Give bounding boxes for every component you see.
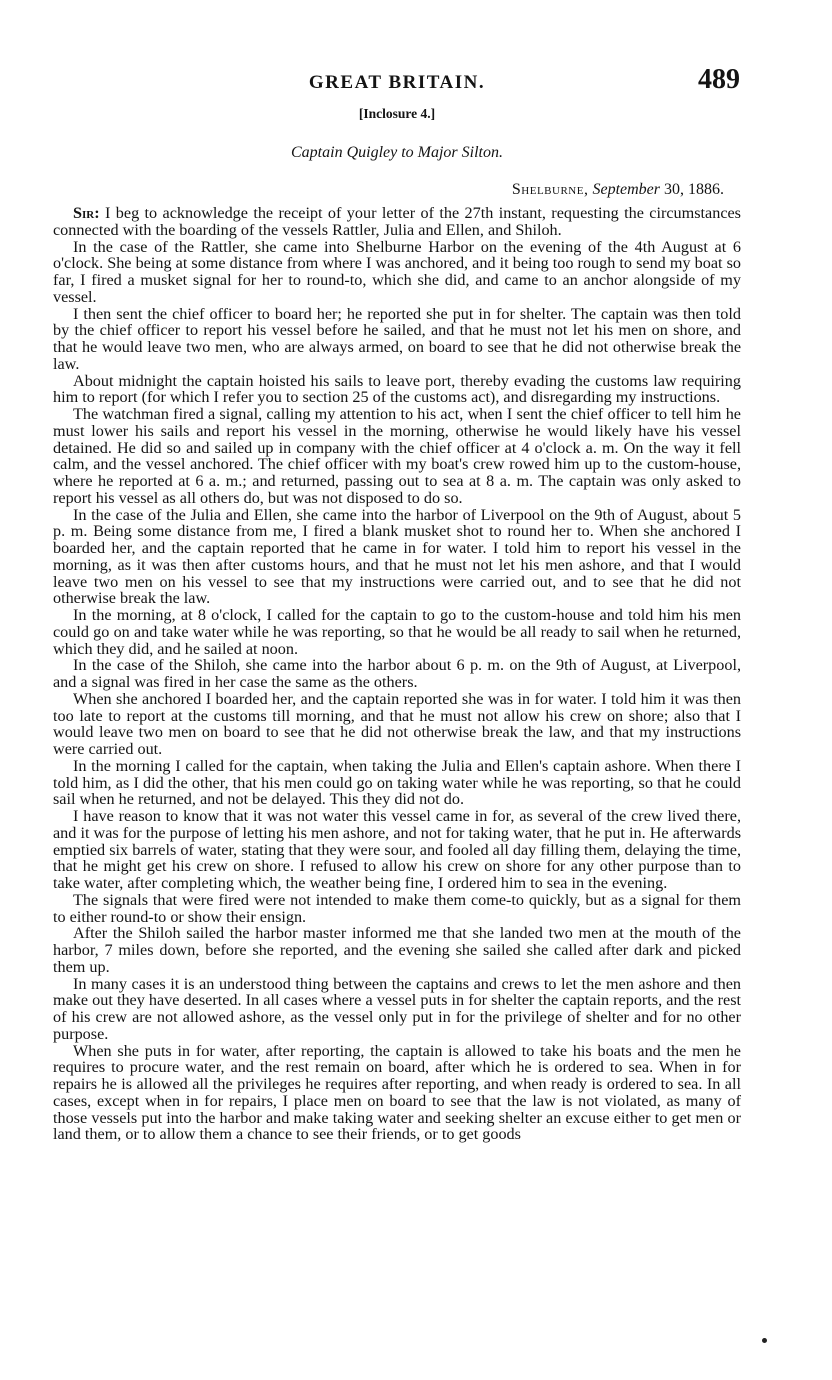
dateline: [512, 181, 724, 199]
paragraph: The signals that were fired were not intended to make them come-to quickly, but as a signal for them to either round-to or show their ensign.: [53, 890, 741, 926]
running-head: [52, 64, 742, 104]
paragraph: I have reason to know that it was not water this vessel came in for, as several of the crew lived there, and it was for the purpose of letting his men ashore, and not for taking water, that he put in. He afterwards emptied six barrels of water, stating that they were sour, and fooled all day filling them, delaying the time, that he might get his crew on shore. I refused to allow his crew on shore for any other purpose than to take water, after completing which, the weather being fine, I ordered him to sea in the evening.: [53, 807, 741, 892]
paragraph: In the morning I called for the captain, when taking the Julia and Ellen's captain ashore. When there I told him, as I did the other, that his men could go on taking water while he was reporting, so that he could sail when he returned, and not be delayed. This they did not do.: [53, 756, 741, 809]
paragraph: About midnight the captain hoisted his sails to leave port, thereby evading the customs law requiring him to report (for which I refer you to section 25 of the customs act), and disregarding my instructions.: [53, 371, 741, 407]
paragraph: I then sent the chief officer to board her; he reported she put in for shelter. The captain was then told by the chief officer to report his vessel before he sailed, and that he must not let his men on shore, and that he would leave two men, who are always armed, on board to see that he did not otherwise break the law.: [53, 304, 741, 373]
paragraph: In the morning, at 8 o'clock, I called for the captain to go to the custom-house and told him his men could go on and take water while he was reporting, so that he would be all ready to sail when he returned, which they did, and he sailed at noon.: [53, 606, 741, 658]
page-number: 489: [698, 64, 740, 95]
inclosure-label: [Inclosure 4.]: [358, 106, 436, 121]
running-title: GREAT BRITAIN.: [308, 72, 486, 93]
paragraph: In the case of the Julia and Ellen, she came into the harbor of Liverpool on the 9th of August, about 5 p. m. Being some distance from me, I fired a blank musket shot to round her to. When she anchored I boarded her, and the captain reported that he came in for water. I told him to report his vessel in the morning, as it was then after customs hours, and that he must not let his men ashore, and that I would leave two men on his vessel to see that my instructions were carried out, and to see that he did not otherwise break the law.: [53, 505, 741, 608]
salutation: Sir:: [73, 204, 100, 222]
paragraph-text: I beg to acknowledge the receipt of your letter of the 27th instant, requesting the circumstances connected with the boarding of the vessels Rattler, Julia and Ellen, and Shiloh.: [53, 204, 741, 239]
dateline-month: September: [592, 181, 660, 198]
paragraph: After the Shiloh sailed the harbor master informed me that she landed two men at the mouth of the harbor, 7 miles down, before she reported, and the evening she sailed she called after dark and picked them up.: [53, 924, 741, 976]
paragraph: In many cases it is an understood thing between the captains and crews to let the men ashore and then make out they have deserted. In all cases where a vessel puts in for shelter the captain reports, and the rest of his crew are not allowed ashore, as the vessel only put in for the privilege of shelter and for no other purpose.: [53, 974, 741, 1043]
dateline-place: Shelburne,: [511, 181, 589, 198]
paragraph: The watchman fired a signal, calling my attention to his act, when I sent the chief officer to tell him he must lower his sails and report his vessel in the morning, otherwise he would likely have his vessel detained. He did so and sailed up in company with the chief officer at 4 o'clock a. m. On the way it fell calm, and the vessel anchored. The chief officer with my boat's crew rowed him up to the custom-house, where he reported at 6 a. m.; and returned, passing out to sea at 8 a. m. The captain was only asked to report his vessel as all others do, but was not disposed to do so.: [53, 405, 741, 507]
paragraph: In the case of the Rattler, she came into Shelburne Harbor on the evening of the 4th August at 6 o'clock. She being at some distance from where I was anchored, and it being too rough to send my boat so far, I fired a musket signal for her to round-to, which she did, and came to an anchor alongside of my vessel.: [53, 237, 741, 306]
paragraph: [53, 205, 741, 239]
letter-body: [53, 205, 741, 1143]
letter-heading: Captain Quigley to Major Silton.: [291, 144, 503, 161]
paragraph: When she puts in for water, after reporting, the captain is allowed to take his boats and the men he requires to procure water, and the rest remain on board, after which he is ordered to sea. When in for repairs he is allowed all the privileges he requires after reporting, and when ready is ordered to sea. In all cases, except when in for repairs, I place men on board to see that the law is not violated, as many of those vessels put into the harbor and make taking water and seeking shelter an excuse either to get men or land them, or to allow them a chance to see their friends, or to get goods: [53, 1041, 741, 1144]
paragraph: In the case of the Shiloh, she came into the harbor about 6 p. m. on the 9th of August, at Liverpool, and a signal was fired in her case the same as the others.: [53, 656, 741, 691]
ink-speck: [762, 1338, 767, 1343]
dateline-day-year: 30, 1886.: [664, 181, 724, 198]
paragraph: When she anchored I boarded her, and the captain reported she was in for water. I told him it was then too late to report at the customs till morning, and that he must not allow his crew on shore; also that I would leave two men on board to see that he did not otherwise break the law, and that my instructions were carried out.: [53, 689, 741, 758]
